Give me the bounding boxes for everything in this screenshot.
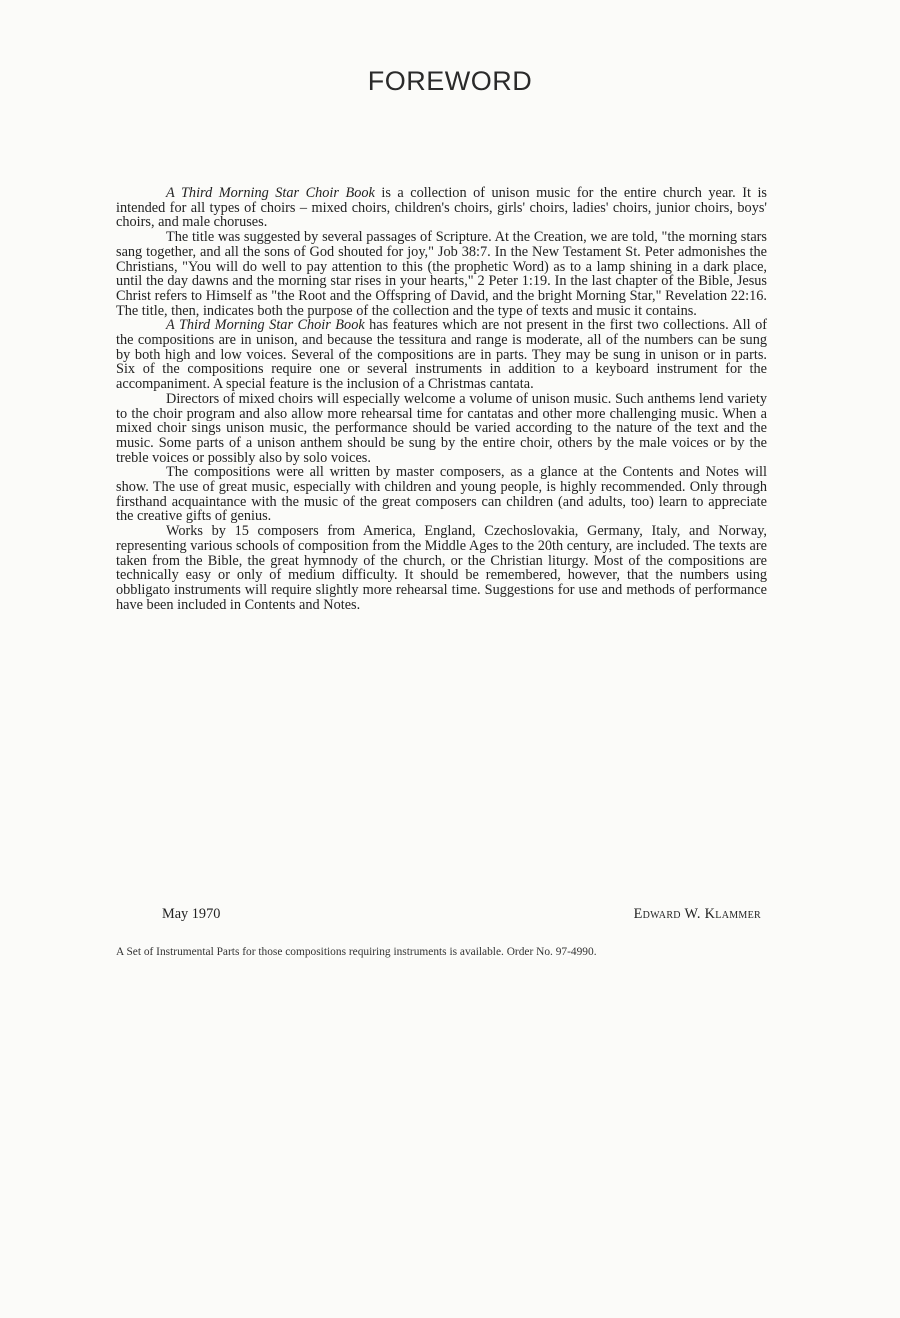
footnote: A Set of Instrumental Parts for those compositions requiring instruments is available. Order No. 97-4990. [116, 946, 597, 958]
foreword-body [116, 186, 767, 612]
paragraph-1 [116, 186, 767, 230]
author-name: Edward W. Klammer [633, 906, 761, 922]
signature-line [162, 906, 767, 924]
paragraph-4: Directors of mixed choirs will especially welcome a volume of unison music. Such anthems lend variety to the choir program and also allow more rehearsal time for cantatas and other more challenging music. When a mixed choir sings unison music, the performance should be varied according to the nature of the text and the music. Some parts of a unison anthem should be sung by the entire choir, others by the male voices or by the treble voices or possibly also by solo voices. [116, 390, 767, 466]
paragraph-5: The compositions were all written by master composers, as a glance at the Contents and Notes will show. The use of great music, especially with children and young people, is highly recommended. Only through firsthand acquaintance with the music of the great composers can children (and adults, too) learn to appreciate the creative gifts of genius. [116, 464, 767, 525]
paragraph-text: is a collection of unison music for the entire church year. It is intended for all types of choirs – mixed choirs, children's choirs, girls' choirs, ladies' choirs, junior choirs, boys' choirs, and male choruses. [116, 185, 767, 231]
foreword-date: May 1970 [162, 906, 221, 922]
page-title: FOREWORD [367, 66, 533, 96]
paragraph-2: The title was suggested by several passages of Scripture. At the Creation, we are told, "the morning stars sang together, and all the sons of God shouted for joy," Job 38:7. In the New Testament St. Peter admonishes the Christians, "You will do well to pay attention to this (the prophetic Word) as to a lamp shining in a dark place, until the day dawns and the morning star rises in your hearts," 2 Peter 1:19. In the last chapter of the Bible, Jesus Christ refers to Himself as "the Root and the Offspring of David, and the bright Morning Star," Revelation 22:16. The title, then, indicates both the purpose of the collection and the type of texts and music it contains. [116, 229, 767, 319]
paragraph-6: Works by 15 composers from America, England, Czechoslovakia, Germany, Italy, and Norway, representing various schools of composition from the Middle Ages to the 20th century, are included. The texts are taken from the Bible, the great hymnody of the church, or the Christian liturgy. Most of the compositions are technically easy or only of medium difficulty. It should be remembered, however, that the numbers using obbligato instruments will require slightly more rehearsal time. Suggestions for use and methods of performance have been included in Contents and Notes. [116, 523, 767, 613]
book-title-italic: A Third Morning Star Choir Book [166, 317, 365, 334]
paragraph-3 [116, 318, 767, 392]
book-title-italic: A Third Morning Star Choir Book [166, 185, 375, 201]
paragraph-text: has features which are not present in the first two collections. All of the compositions are in unison, and because the tessitura and range is moderate, all of the numbers can be sung by both high and low voices. Several of the compositions are in parts. They may be sung in unison or in parts. Six of the compositions require one or several instruments in addition to a keyboard instrument for the accompaniment. A special feature is the inclusion of a Christmas cantata. [116, 317, 767, 393]
